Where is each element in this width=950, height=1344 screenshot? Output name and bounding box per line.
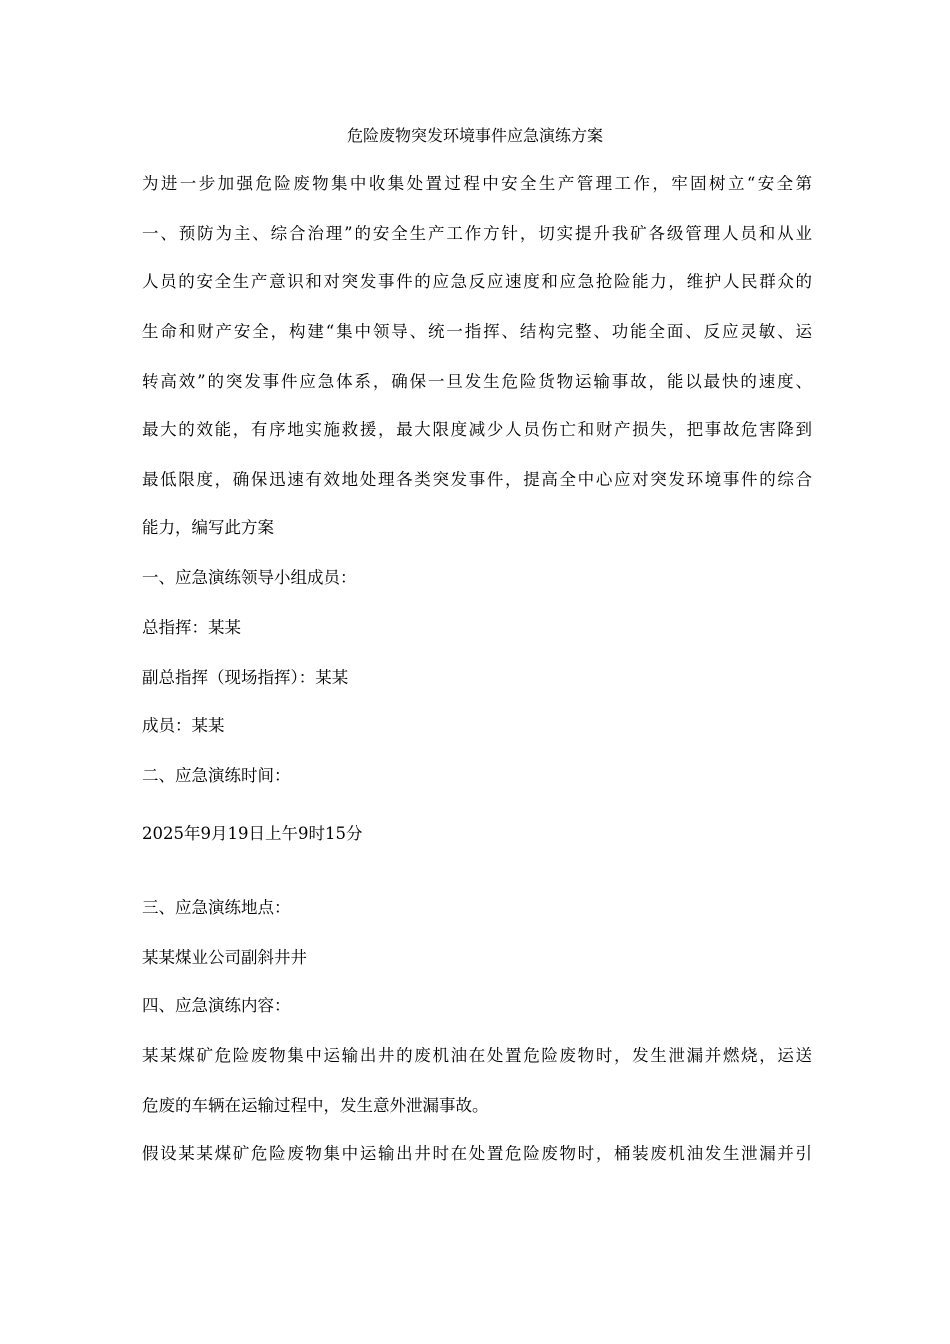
members-text: 成员：某某 <box>142 716 225 735</box>
content-line: 某某煤矿危险废物集中运输出井的废机油在处置危险废物时，发生泄漏并燃烧，运送 <box>142 1046 812 1065</box>
scenario-line: 假设某某煤矿危险废物集中运输出井时在处置危险废物时，桶装废机油发生泄漏并引 <box>142 1144 812 1163</box>
section-heading-leadership: 一、应急演练领导小组成员： <box>142 568 357 587</box>
intro-line: 最低限度，确保迅速有效地处理各类突发事件，提高全中心应对突发环境事件的综合 <box>142 470 812 489</box>
intro-line: 为进一步加强危险废物集中收集处置过程中安全生产管理工作，牢固树立“安全第 <box>142 174 812 193</box>
commander-text: 总指挥：某某 <box>142 618 241 637</box>
deputy-commander-text: 副总指挥（现场指挥）：某某 <box>142 668 349 687</box>
content-line: 危废的车辆在运输过程中，发生意外泄漏事故。 <box>142 1096 489 1115</box>
drill-location-text: 某某煤业公司副斜井井 <box>142 948 307 967</box>
document-title: 危险废物突发环境事件应急演练方案 <box>346 126 603 145</box>
section-heading-content: 四、应急演练内容： <box>142 996 291 1015</box>
intro-line: 人员的安全生产意识和对突发事件的应急反应速度和应急抢险能力，维护人民群众的 <box>142 272 812 291</box>
section-heading-time: 二、应急演练时间： <box>142 766 291 785</box>
intro-line: 一、预防为主、综合治理”的安全生产工作方针，切实提升我矿各级管理人员和从业 <box>142 224 812 243</box>
intro-line: 最大的效能，有序地实施救援，最大限度减少人员伤亡和财产损失，把事故危害降到 <box>142 420 812 439</box>
section-heading-location: 三、应急演练地点： <box>142 898 291 917</box>
drill-time-text: 2025年9月19日上午9时15分 <box>142 824 363 843</box>
intro-line: 生命和财产安全，构建“集中领导、统一指挥、结构完整、功能全面、反应灵敏、运 <box>142 322 812 341</box>
intro-line: 转高效”的突发事件应急体系，确保一旦发生危险货物运输事故，能以最快的速度、 <box>142 372 812 391</box>
intro-line: 能力，编写此方案 <box>142 518 274 537</box>
